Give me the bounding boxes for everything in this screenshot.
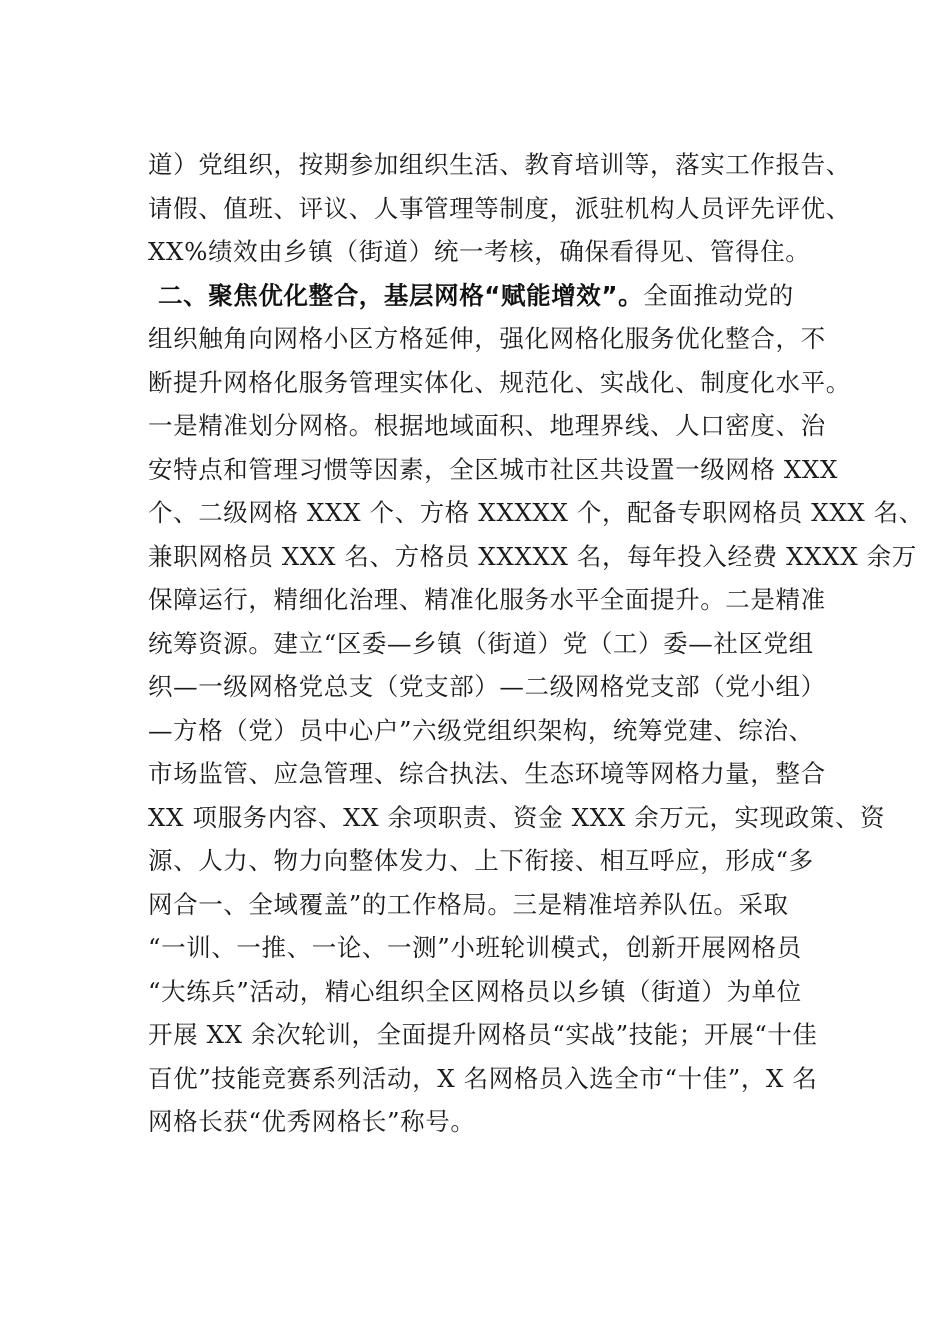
text-line: 安特点和管理习惯等因素，全区城市社区共设置一级网格 XXX bbox=[148, 454, 839, 484]
text-line: 统筹资源。建立“区委—乡镇（街道）党（工）委—社区党组 bbox=[148, 628, 814, 658]
text-line: 开展 XX 余次轮训，全面提升网格员“实战”技能；开展“十佳 bbox=[148, 1020, 818, 1049]
text-line: 断提升网格化服务管理实体化、规范化、实战化、制度化水平。 bbox=[148, 367, 851, 397]
text-line: 个、二级网格 XXX 个、方格 XXXXX 个，配备专职网格员 XXX 名、 bbox=[148, 498, 924, 527]
body-text bbox=[148, 143, 924, 1144]
text-line: 市场监管、应急管理、综合执法、生态环境等网格力量，整合 bbox=[148, 759, 826, 788]
text-line: 保障运行，精细化治理、精准化服务水平全面提升。二是精准 bbox=[148, 585, 826, 614]
text-line: 源、人力、物力向整体发力、上下衔接、相互呼应，形成“多 bbox=[148, 846, 814, 875]
text-line: —方格（党）员中心户”六级党组织架构，统筹党建、综治、 bbox=[148, 715, 814, 745]
text-line: 请假、值班、评议、人事管理等制度，派驻机构人员评先评优、 bbox=[148, 193, 851, 223]
text-line: 兼职网格员 XXX 名、方格员 XXXXX 名，每年投入经费 XXXX 余万 bbox=[148, 541, 917, 571]
text-line: 一是精准划分网格。根据地域面积、地理界线、人口密度、治 bbox=[148, 411, 826, 440]
section-heading-line bbox=[148, 274, 828, 318]
text-line: 百优”技能竞赛系列活动，X 名网格员入选全市“十佳”，X 名 bbox=[148, 1063, 818, 1093]
text-line: “一训、一推、一论、一测”小班轮训模式，创新开展网格员 bbox=[148, 933, 802, 962]
text-line: 道）党组织，按期参加组织生活、教育培训等，落实工作报告、 bbox=[148, 150, 851, 179]
text-line: 组织触角向网格小区方格延伸，强化网格化服务优化整合，不 bbox=[148, 324, 826, 353]
text-line: 网合一、全域覆盖”的工作格局。三是精准培养队伍。采取 bbox=[148, 889, 789, 919]
text-line: 织—一级网格党总支（党支部）—二级网格党支部（党小组） bbox=[148, 672, 826, 701]
heading-line-rest: 全面推动党的 bbox=[643, 280, 794, 310]
text-line: XX%绩效由乡镇（街道）统一考核，确保看得见、管得住。 bbox=[148, 237, 811, 266]
text-line: “大练兵”活动，精心组织全区网格员以乡镇（街道）为单位 bbox=[148, 976, 802, 1006]
text-line: XX 项服务内容、XX 余项职责、资金 XXX 余万元，实现政策、资 bbox=[148, 802, 886, 832]
section-heading: 二、聚焦优化整合，基层网格“赋能增效”。 bbox=[158, 280, 644, 310]
text-line: 网格长获“优秀网格长”称号。 bbox=[148, 1107, 476, 1136]
